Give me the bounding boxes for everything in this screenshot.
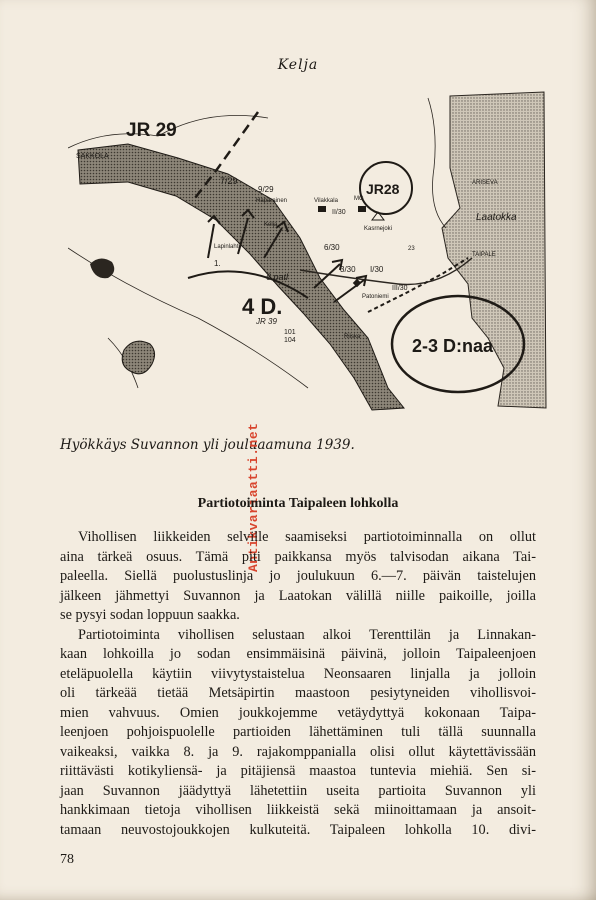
- label-kelja: Kelja: [264, 222, 278, 228]
- label-101: 101: [284, 329, 296, 336]
- text-line: Partiotoiminta vihollisen selustaan alkoi Terenttilän ja Linnakan-: [78, 626, 536, 643]
- label-4d: 4 D.: [242, 294, 283, 319]
- text-line: paleella. Siellä puolustuslinja jo joulukuun 6.—7. päivän taistelujen: [60, 568, 536, 584]
- page-number: 78: [60, 852, 74, 867]
- label-3-30: 3/30: [340, 265, 356, 274]
- text-line: leenjoen pohjoispuolelle partioiden lähettäminen tuli tällä suunnalla: [60, 724, 536, 740]
- text-line: vaikeaksi, vaikka 8. ja 9. rajakomppanialla olisi ollut käytettävissään: [60, 743, 536, 760]
- paragraph: [60, 626, 536, 841]
- label-23: 23: [408, 246, 415, 252]
- section-title: Partiotoiminta Taipaleen lohkolla: [197, 496, 399, 511]
- label-riiska: Riiska: [344, 334, 361, 340]
- text-line: tamaan neuvostojoukkojen kulkuteitä. Taipaleen lohkolla 10. divi-: [60, 821, 536, 838]
- label-sakkola: SAKKOLA: [76, 153, 109, 160]
- label-jr29: JR 29: [126, 120, 177, 141]
- text-line: oli tärkeää tietää Metsäpirtin maastoon pesiytyneiden vihollisvoi-: [60, 685, 536, 701]
- paragraph: [60, 528, 536, 626]
- label-7-29: 7/29: [220, 176, 238, 186]
- text-line: hankkimaan tietoja vihollisen liikkeistä sekä miinoittamaan ja ansoit-: [60, 802, 536, 818]
- small-lake: [90, 258, 114, 278]
- label-i30: I/30: [370, 265, 384, 274]
- text-line: aina tärkeä osuus. Tämä piti paikkansa myös talvisodan aikana Tai-: [60, 548, 536, 565]
- label-6patl: 6 patl: [266, 272, 289, 282]
- label-mg: MG: [354, 196, 364, 202]
- label-6-30: 6/30: [324, 243, 340, 252]
- label-jr39: JR 39: [256, 317, 277, 326]
- label-one: 1.: [214, 259, 221, 268]
- map-caption: Hyökkäys Suvannon yli jouluaamuna 1939.: [60, 437, 355, 453]
- label-haparainen: Haparainen: [256, 198, 288, 204]
- battle-map: [68, 88, 548, 418]
- label-104: 104: [284, 337, 296, 344]
- label-vilakkala: Vilakkala: [314, 198, 338, 204]
- label-ii30: II/30: [332, 209, 346, 216]
- text-line: jälkeen jähmettyi Suvannon ja Laatokan välillä niille paikoille, joilla: [60, 587, 536, 604]
- small-lake: [122, 341, 154, 374]
- label-jr28: JR28: [366, 181, 400, 197]
- body-text: [60, 528, 536, 840]
- watermark: Antikvariaatti.net: [246, 422, 261, 572]
- label-ariseva: ARISEVA: [472, 180, 498, 186]
- text-line: kaan lohkoilla jo sodan ensimmäisinä päivinä, jolloin Taipaleenjoen: [60, 646, 536, 662]
- text-line: eteläpuolella käytiin viivytystaistelua Neonsaaren linjalla ja jolloin: [60, 665, 536, 682]
- text-line: riittävästi kotikyliensä- ja pitäjiensä maastoa tuntevia miehiä. Sen si-: [60, 763, 536, 779]
- taipale-river: [300, 258, 472, 284]
- suvanto-river: [78, 144, 404, 410]
- label-2-3-dnaa: 2-3 D:naa: [412, 336, 494, 356]
- label-taipale: TAIPALE: [472, 252, 496, 258]
- label-kasrnejoki: Kasrnejoki: [364, 226, 393, 232]
- text-line: se pysyi sodan loppuun saakka.: [60, 607, 240, 623]
- label-lapinlahti: Lapinlahti: [214, 244, 240, 250]
- label-laatokka: Laatokka: [476, 212, 517, 223]
- label-iii30: III/30: [392, 285, 408, 292]
- label-9-29: 9/29: [258, 185, 274, 194]
- lake-ladoga: [442, 92, 546, 408]
- text-line: jaan Suvannon jäädyttyä lähetettiin useita partioita Suvannon yli: [60, 782, 536, 799]
- text-line: Vihollisen liikkeiden selville saamiseksi partiotoiminnalla on ollut: [78, 529, 536, 545]
- running-header: Kelja: [277, 57, 319, 73]
- label-patoniemi: Patoniemi: [362, 294, 389, 300]
- text-line: mien vahvuus. Omien joukkojemme vetäydyttyä kokonaan Taipa-: [60, 704, 536, 721]
